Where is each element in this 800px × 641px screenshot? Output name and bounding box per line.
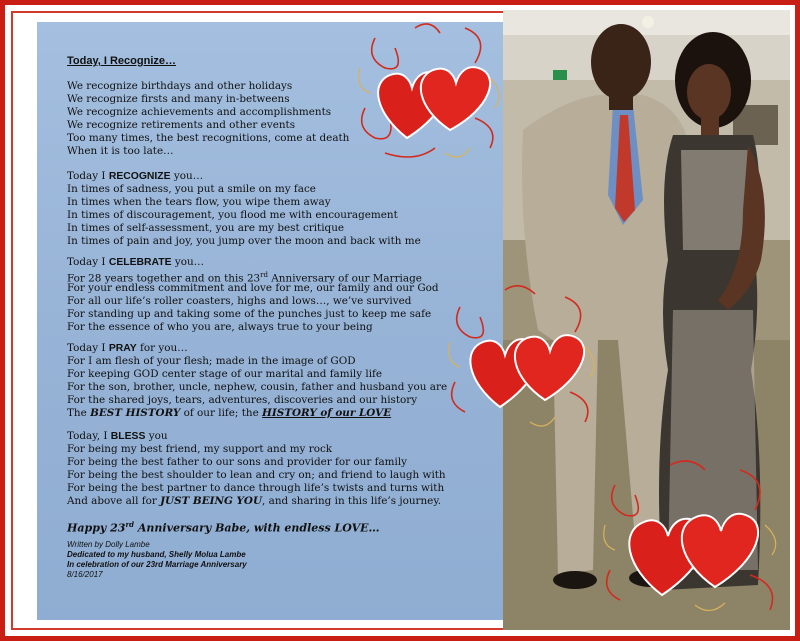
closing-post: Anniversary Babe, with endless LOVE… <box>134 521 380 535</box>
credit-author: Written by Dolly Lambe <box>67 540 150 549</box>
poem-line: For the essence of who you are, always true to your being <box>67 321 373 333</box>
poem-line: When it is too late… <box>67 145 174 157</box>
poem-line <box>67 407 391 420</box>
line-pre: And above all for <box>67 495 161 507</box>
closing-pre: Happy 23 <box>67 521 126 535</box>
poem-line: For being the best partner to dance through life’s twists and turns with <box>67 482 445 494</box>
stanza-heading <box>67 342 188 355</box>
poem-line: For the son, brother, uncle, nephew, cousin, father and husband you are <box>67 381 448 393</box>
poem-line: For the shared joys, tears, adventures, discoveries and our history <box>67 394 418 406</box>
heading-post: you <box>145 430 168 442</box>
credit-celebration: In celebration of our 23rd Marriage Anniversary <box>67 560 247 569</box>
poem-line: In times of pain and joy, you jump over the moon and back with me <box>67 235 421 247</box>
stanza-heading <box>67 430 168 443</box>
poem-line: We recognize firsts and many in-betweens <box>67 93 290 105</box>
line-pre: The <box>67 407 91 419</box>
heading-pre: Today I <box>67 342 109 354</box>
heart-cluster-icon <box>355 18 505 163</box>
poem-line: For standing up and taking some of the punches just to keep me safe <box>67 308 432 320</box>
heading-pre: Today I <box>67 170 109 182</box>
poem-line: For being my best friend, my support and my rock <box>67 443 333 455</box>
heading-post: for you… <box>136 342 188 354</box>
heading-word: CELEBRATE <box>108 257 172 268</box>
poem-line: In times when the tears flow, you wipe them away <box>67 196 331 208</box>
line-sup: rd <box>260 271 268 279</box>
closing-line <box>67 518 380 535</box>
poem-line <box>67 495 441 508</box>
poem-line: For keeping GOD center stage of our marital and family life <box>67 368 383 380</box>
poem-line: For being the best father to our sons and provider for our family <box>67 456 408 468</box>
heading-word: BLESS <box>110 431 146 442</box>
poem-line: In times of sadness, you put a smile on my face <box>67 183 316 195</box>
line-bold-underlined: HISTORY of our LOVE <box>262 407 392 419</box>
heading-post: you… <box>170 170 204 182</box>
line-pre: For 28 years together and on this 23 <box>67 272 261 285</box>
poem-line: For all our life’s roller coasters, highs and lows…, we’ve survived <box>67 295 412 307</box>
heading-word: PRAY <box>108 343 137 354</box>
closing-sup: rd <box>125 520 135 529</box>
line-post: , and sharing in this life’s journey. <box>262 495 442 507</box>
poem-line: In times of discouragement, you flood me with encouragement <box>67 209 398 221</box>
heart-cluster-icon <box>600 455 785 620</box>
credit-date: 8/16/2017 <box>67 570 103 579</box>
credit-dedication: Dedicated to my husband, Shelly Molua Lambe <box>67 550 246 559</box>
heading-pre: Today, I <box>67 430 111 442</box>
poem-line: In times of self-assessment, you are my best critique <box>67 222 345 234</box>
heading-word: RECOGNIZE <box>108 171 171 182</box>
poem-line: For I am flesh of your flesh; made in the image of GOD <box>67 355 356 367</box>
poem-title: Today, I Recognize… <box>67 55 176 67</box>
line-post: Anniversary of our Marriage <box>268 272 422 285</box>
poem-line: For being the best shoulder to lean and cry on; and friend to laugh with <box>67 469 446 481</box>
stanza-heading <box>67 170 203 183</box>
poem-line: We recognize birthdays and other holidays <box>67 80 293 92</box>
poem-line: For your endless commitment and love for me, our family and our God <box>67 282 439 294</box>
poem-line: We recognize retirements and other events <box>67 119 296 131</box>
line-bold: BEST HISTORY <box>90 407 181 419</box>
line-mid: of our life; the <box>180 407 263 419</box>
poem-line: Too many times, the best recognitions, come at death <box>67 132 350 144</box>
stanza-heading <box>67 256 204 269</box>
heart-cluster-icon <box>445 282 600 432</box>
line-bold: JUST BEING YOU <box>160 495 263 507</box>
poem-line: We recognize achievements and accomplishments <box>67 106 332 118</box>
heading-pre: Today I <box>67 256 109 268</box>
heading-post: you… <box>171 256 205 268</box>
